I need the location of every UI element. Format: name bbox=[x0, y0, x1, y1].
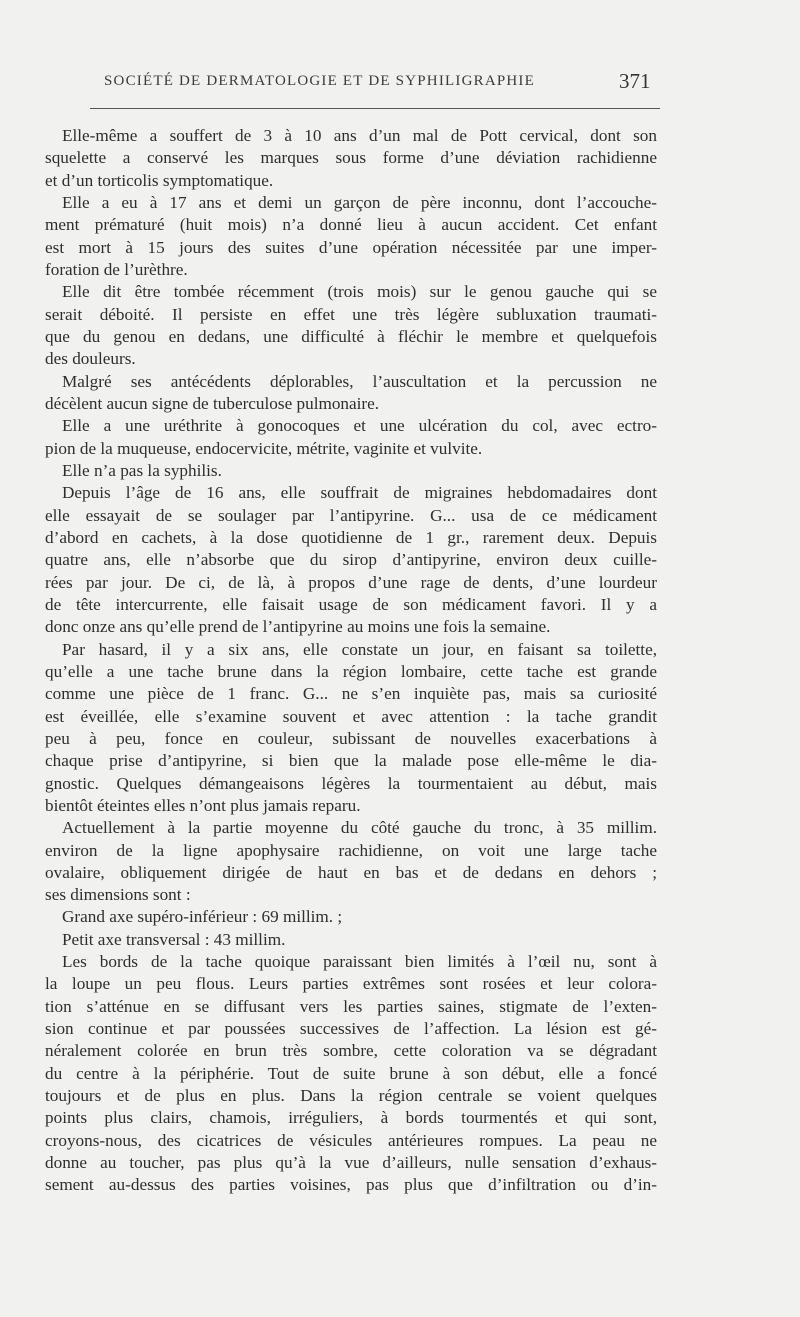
page-number: 371 bbox=[619, 69, 651, 93]
body-text bbox=[45, 125, 657, 1197]
text-line: comme une pièce de 1 franc. G... ne s’en inquiète pas, mais sa curiosité bbox=[45, 684, 657, 704]
text-line: Elle dit être tombée récemment (trois mois) sur le genou gauche qui se bbox=[62, 282, 657, 302]
text-line: la loupe un peu flous. Leurs parties extrêmes sont rosées et leur colora- bbox=[45, 974, 657, 994]
text-line: squelette a conservé les marques sous forme d’une déviation rachidienne bbox=[45, 148, 657, 168]
text-line: donne au toucher, pas plus qu’à la vue d’ailleurs, nulle sensation d’exhaus- bbox=[45, 1153, 657, 1173]
text-line: Elle-même a souffert de 3 à 10 ans d’un mal de Pott cervical, dont son bbox=[62, 126, 657, 145]
text-line: Petit axe transversal : 43 millim. bbox=[62, 929, 286, 949]
text-line: Depuis l’âge de 16 ans, elle souffrait de migraines hebdomadaires dont bbox=[62, 483, 657, 503]
text-line: décèlent aucun signe de tuberculose pulmonaire. bbox=[45, 393, 380, 413]
text-line: qu’elle a une tache brune dans la région lombaire, cette tache est grande bbox=[45, 661, 657, 681]
text-line: points plus clairs, chamois, irréguliers, à bords tourmentés et qui sont, bbox=[45, 1108, 657, 1128]
text-line: Les bords de la tache quoique paraissant bien limités à l’œil nu, sont à bbox=[62, 952, 657, 972]
text-line: elle essayait de se soulager par l’antipyrine. G... usa de ce médicament bbox=[45, 505, 657, 525]
text-line: Par hasard, il y a six ans, elle constate un jour, en faisant sa toilette, bbox=[62, 639, 657, 659]
paragraph bbox=[45, 192, 657, 281]
text-line: Elle n’a pas la syphilis. bbox=[62, 460, 222, 480]
running-title: SOCIÉTÉ DE DERMATOLOGIE ET DE SYPHILIGRAPHIE bbox=[104, 73, 535, 89]
text-line: Malgré ses antécédents déplorables, l’auscultation et la percussion ne bbox=[62, 371, 657, 391]
paragraph bbox=[45, 906, 657, 928]
text-line: Actuellement à la partie moyenne du côté gauche du tronc, à 35 millim. bbox=[62, 818, 657, 838]
text-line: rées par jour. De ci, de là, à propos d’une rage de dents, d’une lourdeur bbox=[45, 572, 657, 592]
paragraph bbox=[45, 929, 657, 951]
paragraph bbox=[45, 460, 657, 482]
text-line: Elle a eu à 17 ans et demi un garçon de père inconnu, dont l’accouche- bbox=[62, 192, 657, 212]
text-line: sement au-dessus des parties voisines, pas plus que d’infiltration ou d’in- bbox=[45, 1175, 657, 1195]
paragraph bbox=[45, 281, 657, 370]
text-line: du centre à la périphérie. Tout de suite brune à son début, elle a foncé bbox=[45, 1063, 657, 1083]
paragraph bbox=[45, 639, 657, 818]
text-line: de tête intercurrente, elle faisait usage de son médicament favori. Il y a bbox=[45, 594, 657, 614]
text-line: ovalaire, obliquement dirigée de haut en bas et de dedans en dehors ; bbox=[45, 862, 657, 882]
text-line: ment prématuré (huit mois) n’a donné lieu à aucun accident. Cet enfant bbox=[45, 215, 657, 235]
text-line: néralement colorée en brun très sombre, cette coloration va se dégradant bbox=[45, 1041, 657, 1061]
paragraph bbox=[45, 415, 657, 460]
text-line: foration de l’urèthre. bbox=[45, 259, 188, 279]
text-line: est mort à 15 jours des suites d’une opération nécessitée par une imper- bbox=[45, 237, 657, 257]
header-rule bbox=[90, 108, 660, 109]
text-line: tion s’atténue en se diffusant vers les parties saines, stigmate de l’exten- bbox=[45, 996, 657, 1016]
text-line: ses dimensions sont : bbox=[45, 885, 191, 905]
paragraph bbox=[45, 817, 657, 906]
text-line: d’abord en cachets, à la dose quotidienne de 1 gr., rarement deux. Depuis bbox=[45, 527, 657, 547]
text-line: peu à peu, fonce en couleur, subissant de nouvelles exacerbations à bbox=[45, 728, 657, 748]
text-line: toujours et de plus en plus. Dans la région centrale se voient quelques bbox=[45, 1086, 657, 1106]
text-line: chaque prise d’antipyrine, si bien que la malade pose elle-même le dia- bbox=[45, 751, 657, 771]
text-line: environ de la ligne apophysaire rachidienne, on voit une large tache bbox=[45, 840, 657, 860]
text-line: pion de la muqueuse, endocervicite, métrite, vaginite et vulvite. bbox=[45, 438, 483, 458]
text-line: Grand axe supéro-inférieur : 69 millim. ; bbox=[62, 907, 343, 927]
paragraph bbox=[45, 951, 657, 1197]
text-line: serait déboité. Il persiste en effet une très légère subluxation traumati- bbox=[45, 304, 657, 324]
paragraph bbox=[45, 482, 657, 638]
text-line: gnostic. Quelques démangeaisons légères la tourmentaient au début, mais bbox=[45, 773, 657, 793]
text-line: quatre ans, elle n’absorbe que du sirop d’antipyrine, environ deux cuille- bbox=[45, 550, 657, 570]
text-line: des douleurs. bbox=[45, 349, 136, 369]
paragraph bbox=[45, 371, 657, 416]
text-line: bientôt éteintes elles n’ont plus jamais reparu. bbox=[45, 795, 361, 815]
text-line: croyons-nous, des cicatrices de vésicules antérieures rompues. La peau ne bbox=[45, 1130, 657, 1150]
text-line: donc onze ans qu’elle prend de l’antipyrine au moins une fois la semaine. bbox=[45, 617, 551, 637]
text-line: et d’un torticolis symptomatique. bbox=[45, 170, 274, 190]
paragraph bbox=[45, 125, 657, 192]
text-line: est éveillée, elle s’examine souvent et avec attention : la tache grandit bbox=[45, 706, 657, 726]
text-line: sion continue et par poussées successives de l’affection. La lésion est gé- bbox=[45, 1019, 657, 1039]
text-line: que du genou en dedans, une difficulté à fléchir le membre et quelquefois bbox=[45, 326, 657, 346]
text-line: Elle a une uréthrite à gonocoques et une ulcération du col, avec ectro- bbox=[62, 416, 657, 436]
